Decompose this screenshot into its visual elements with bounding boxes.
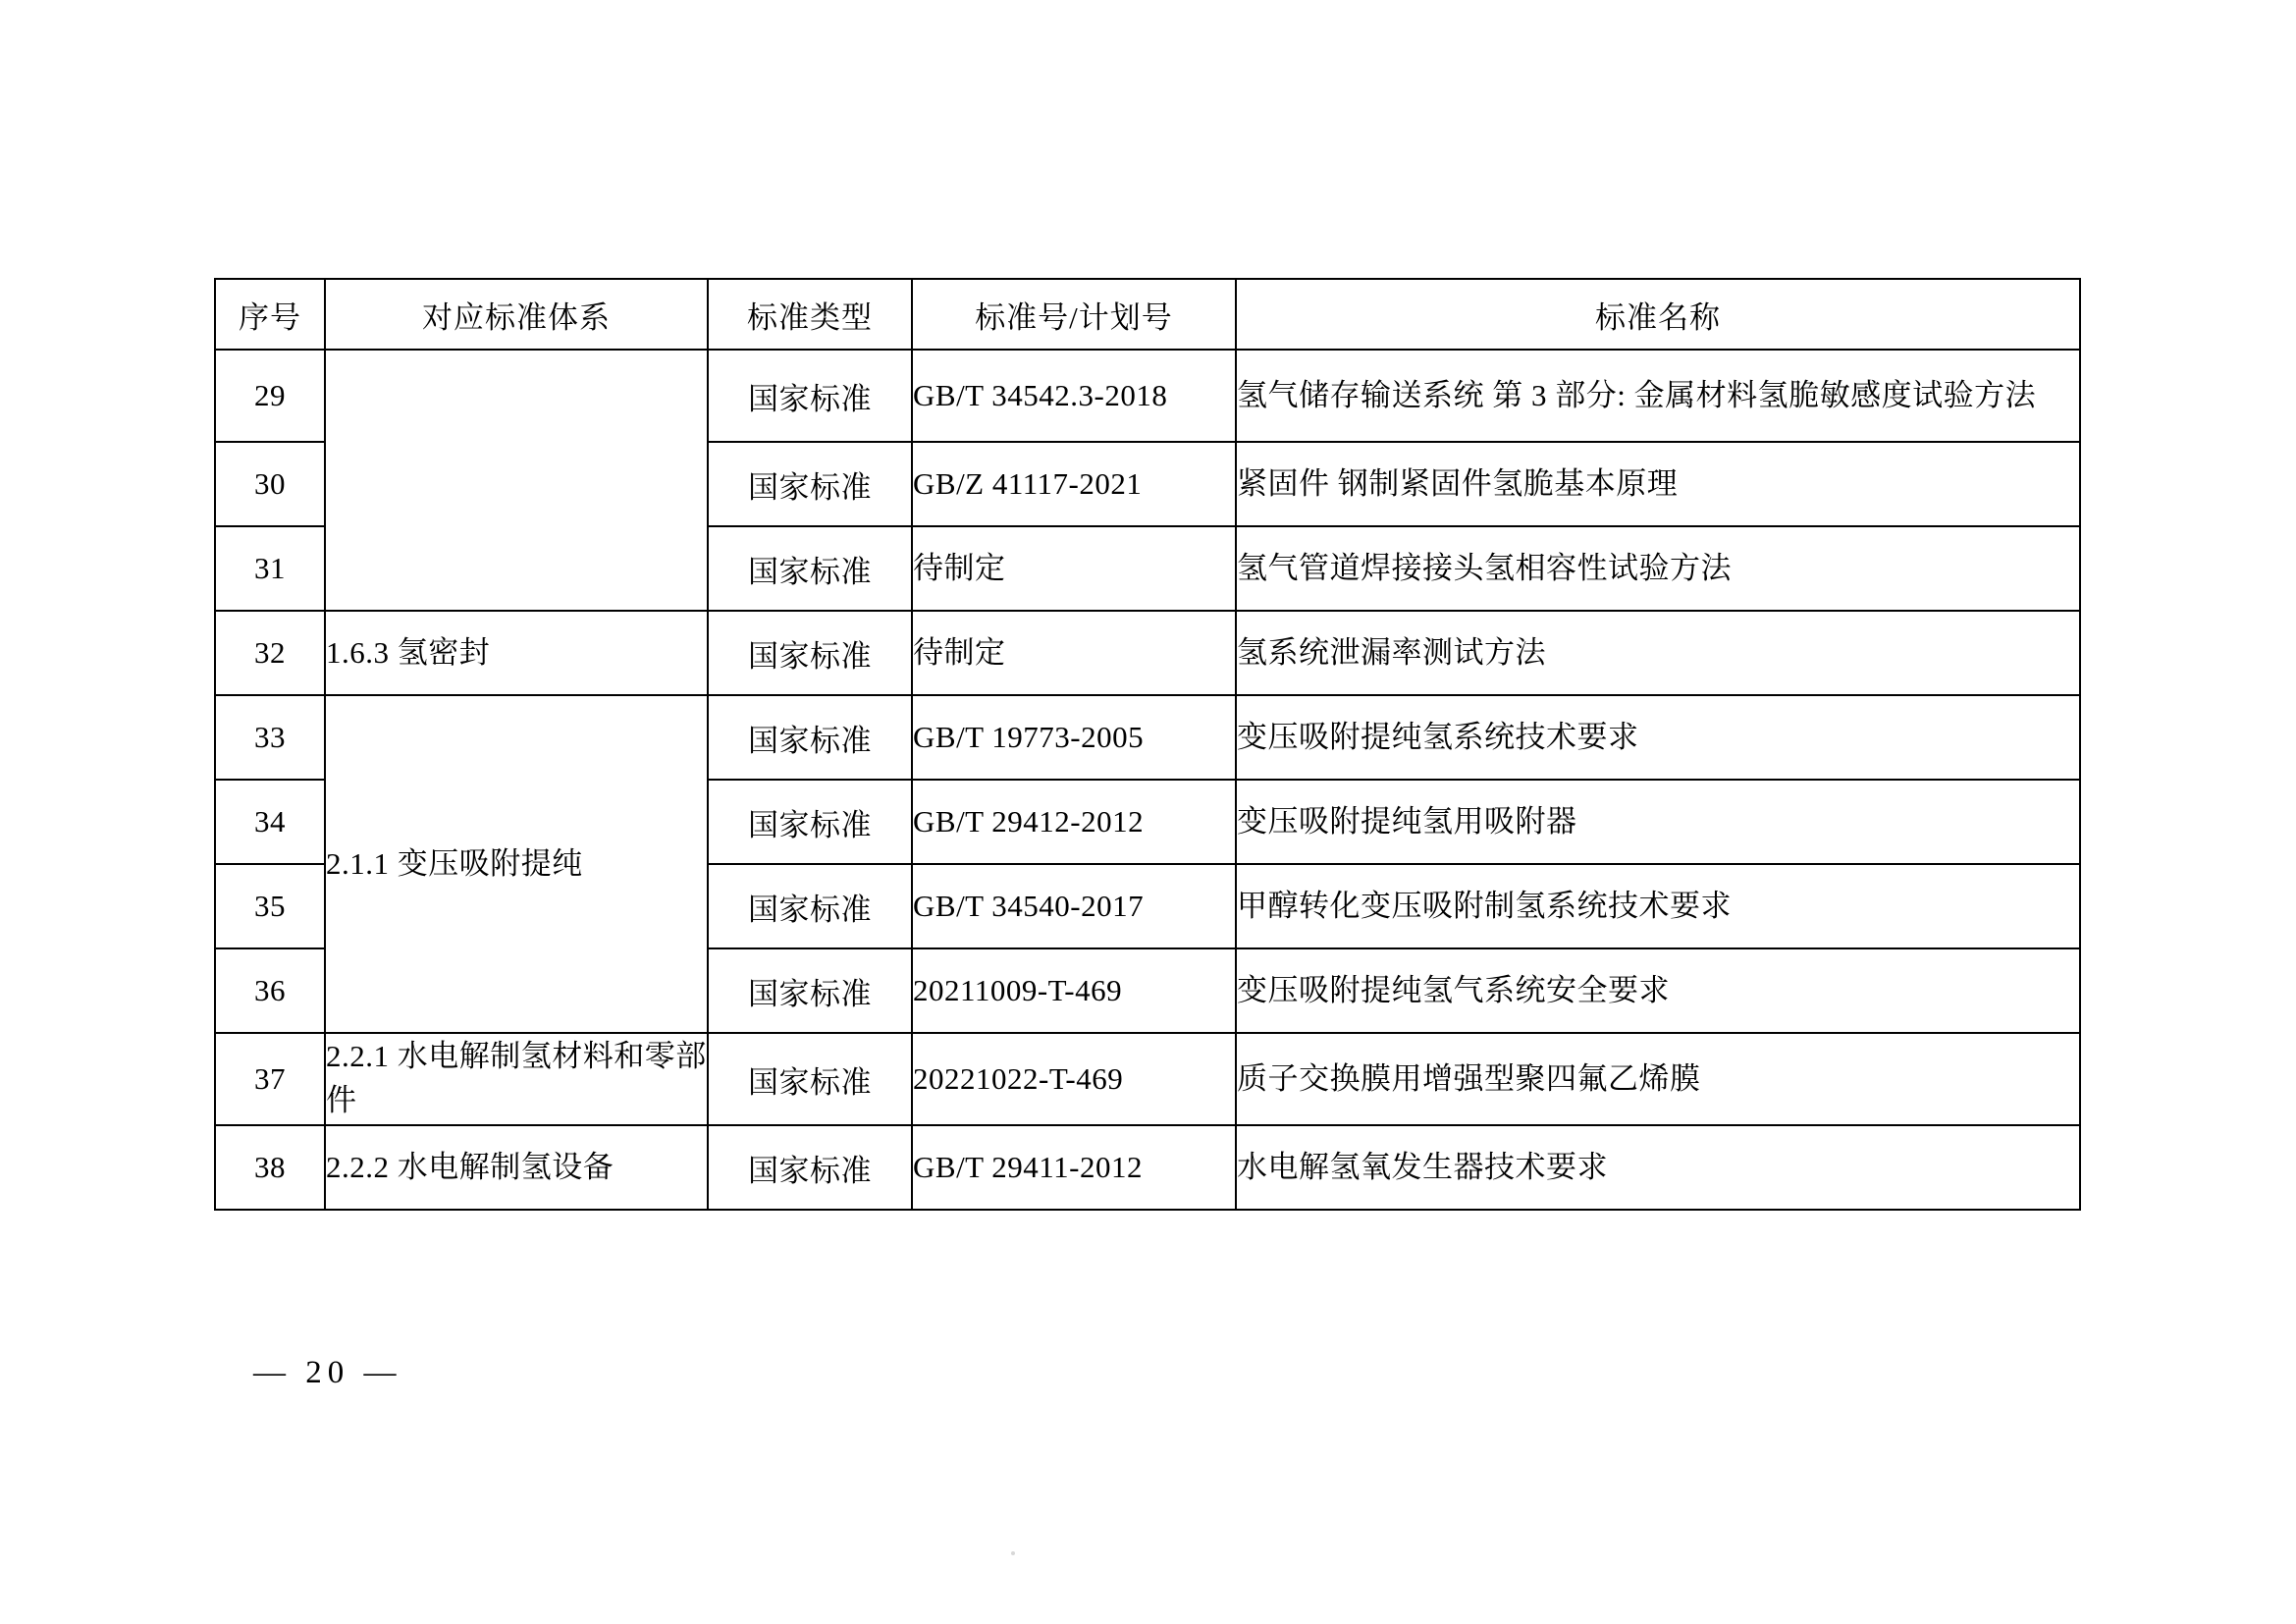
column-header-name: 标准名称	[1236, 279, 2080, 350]
cell-type: 国家标准	[708, 611, 912, 695]
standards-table-container	[214, 278, 2079, 1211]
table-row	[215, 1033, 2080, 1125]
cell-type: 国家标准	[708, 1125, 912, 1210]
cell-name: 水电解氢氧发生器技术要求	[1236, 1125, 2080, 1210]
cell-type: 国家标准	[708, 1033, 912, 1125]
standards-table	[214, 278, 2081, 1211]
cell-system-blank	[325, 350, 708, 611]
cell-number: GB/T 29412-2012	[912, 780, 1236, 864]
cell-system: 2.2.1 水电解制氢材料和零部件	[325, 1033, 708, 1125]
cell-seq: 30	[215, 442, 325, 526]
column-header-seq: 序号	[215, 279, 325, 350]
cell-seq: 35	[215, 864, 325, 948]
cell-name: 甲醇转化变压吸附制氢系统技术要求	[1236, 864, 2080, 948]
cell-system-merged: 2.1.1 变压吸附提纯	[325, 695, 708, 1033]
cell-seq: 29	[215, 350, 325, 442]
cell-type: 国家标准	[708, 948, 912, 1033]
cell-number: GB/T 19773-2005	[912, 695, 1236, 780]
cell-number: GB/Z 41117-2021	[912, 442, 1236, 526]
cell-type: 国家标准	[708, 350, 912, 442]
table-body	[215, 350, 2080, 1210]
cell-seq: 34	[215, 780, 325, 864]
cell-number: GB/T 29411-2012	[912, 1125, 1236, 1210]
cell-type: 国家标准	[708, 864, 912, 948]
cell-seq: 31	[215, 526, 325, 611]
cell-name: 氢系统泄漏率测试方法	[1236, 611, 2080, 695]
table-header-row	[215, 279, 2080, 350]
cell-type: 国家标准	[708, 526, 912, 611]
cell-name: 变压吸附提纯氢气系统安全要求	[1236, 948, 2080, 1033]
cell-type: 国家标准	[708, 442, 912, 526]
column-header-system: 对应标准体系	[325, 279, 708, 350]
cell-name: 紧固件 钢制紧固件氢脆基本原理	[1236, 442, 2080, 526]
cell-name: 质子交换膜用增强型聚四氟乙烯膜	[1236, 1033, 2080, 1125]
cell-seq: 33	[215, 695, 325, 780]
column-header-type: 标准类型	[708, 279, 912, 350]
cell-type: 国家标准	[708, 780, 912, 864]
cell-seq: 32	[215, 611, 325, 695]
cell-seq: 36	[215, 948, 325, 1033]
page-number: — 20 —	[253, 1355, 402, 1390]
table-row	[215, 695, 2080, 780]
table-header	[215, 279, 2080, 350]
cell-system: 1.6.3 氢密封	[325, 611, 708, 695]
cell-name: 变压吸附提纯氢系统技术要求	[1236, 695, 2080, 780]
cell-seq: 37	[215, 1033, 325, 1125]
cell-number: 20211009-T-469	[912, 948, 1236, 1033]
column-header-number: 标准号/计划号	[912, 279, 1236, 350]
cell-number: 待制定	[912, 526, 1236, 611]
cell-number: GB/T 34540-2017	[912, 864, 1236, 948]
cell-number: 待制定	[912, 611, 1236, 695]
cell-name: 氢气储存输送系统 第 3 部分: 金属材料氢脆敏感度试验方法	[1236, 350, 2080, 442]
cell-type: 国家标准	[708, 695, 912, 780]
cell-number: GB/T 34542.3-2018	[912, 350, 1236, 442]
table-row	[215, 611, 2080, 695]
cell-name: 变压吸附提纯氢用吸附器	[1236, 780, 2080, 864]
cell-number: 20221022-T-469	[912, 1033, 1236, 1125]
cell-name: 氢气管道焊接接头氢相容性试验方法	[1236, 526, 2080, 611]
cell-system: 2.2.2 水电解制氢设备	[325, 1125, 708, 1210]
page-artifact-dot	[1011, 1551, 1015, 1555]
cell-seq: 38	[215, 1125, 325, 1210]
table-row	[215, 1125, 2080, 1210]
table-row	[215, 350, 2080, 442]
